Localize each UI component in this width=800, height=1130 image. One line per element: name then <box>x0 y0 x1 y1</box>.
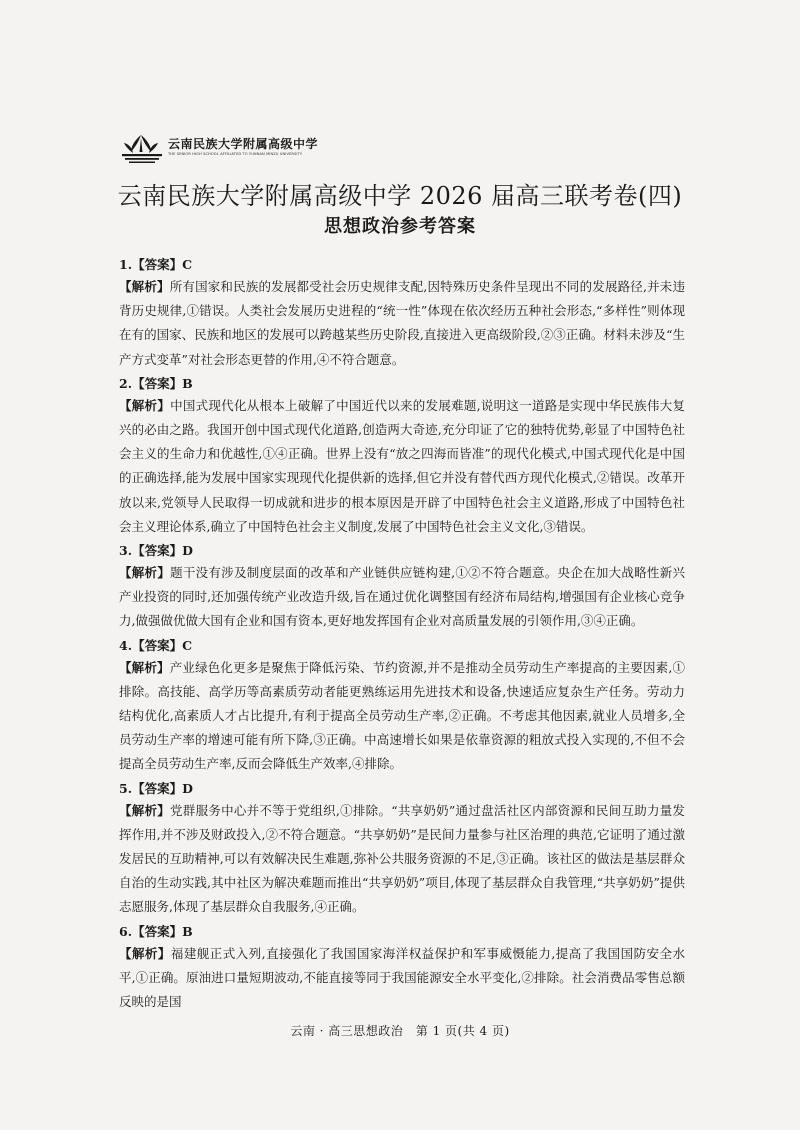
question-item <box>119 778 685 920</box>
question-item <box>119 635 685 777</box>
page-footer: 云南 · 高三思想政治 第 1 页(共 4 页) <box>290 1024 510 1038</box>
analysis-label: 【解析】 <box>119 565 171 581</box>
school-emblem-icon <box>120 132 164 166</box>
question-number: 2. <box>119 375 133 391</box>
analysis-label: 【解析】 <box>119 945 171 961</box>
answer-label: 【答案】 <box>132 543 183 559</box>
answer-line <box>119 373 685 394</box>
analysis-paragraph <box>119 942 685 1015</box>
answer-value: B <box>182 375 193 391</box>
page-title: 云南民族大学附属高级中学 2026 届高三联考卷(四) <box>117 182 683 210</box>
answer-value: C <box>182 257 193 272</box>
analysis-text: 中国式现代化从根本上破解了中国近代以来的发展难题,说明这一道路是实现中华民族伟大复兴的必由之路。我国开创中国式现代化道路,创造两大奇迹,充分印证了它的独特优势,彰显了中国特色社会主义的生命力和优越性,①④正确。世界上没有“放之四海而皆准”的现代化模式,中国式现代化是中国的正确选择,能为发展中国家实现现代化提供新的选择,但它并没有替代西方现代化模式,②错误。改革开放以来,党领导人民取得一切成就和进步的根本原因是开辟了中国特色社会主义道路,形成了中国特色社会主义理论体系,确立了中国特色社会主义制度,发展了中国特色社会主义文化,③错误。 <box>119 397 685 534</box>
question-number: 5. <box>119 780 133 796</box>
answer-line <box>119 540 685 561</box>
answer-line <box>119 921 685 942</box>
question-item <box>119 254 685 372</box>
analysis-paragraph <box>119 394 685 539</box>
analysis-text: 产业绿色化更多是聚焦于降低污染、节约资源,并不是推动全员劳动生产率提高的主要因素,①排除。高技能、高学历等高素质劳动者能更熟练运用先进技术和设备,快速适应复杂生产任务。劳动力结构优化,高素质人才占比提升,有利于提高全员劳动生产率,②正确。不考虑其他因素,就业人员增多,全员劳动生产率的增速可能有所下降,③正确。中高速增长如果是依靠资源的粗放式投入实现的,不但不会提高全员劳动生产率,反而会降低生产效率,④排除。 <box>119 659 685 772</box>
analysis-label: 【解析】 <box>119 659 170 675</box>
answer-label: 【答案】 <box>132 780 183 796</box>
school-logo <box>120 132 320 166</box>
answer-value: D <box>182 780 193 796</box>
answer-label: 【答案】 <box>132 375 183 391</box>
logo-school-name-en: THE SENIOR HIGH SCHOOL AFFILIATED TO YUNNAN MINZU UNIVERSITY <box>168 152 303 156</box>
analysis-paragraph <box>119 799 685 920</box>
answer-value: C <box>182 637 193 653</box>
answer-line <box>119 778 685 799</box>
analysis-text: 党群服务中心并不等于党组织,①排除。“共享奶奶”通过盘活社区内部资源和民间互助力量发挥作用,并不涉及财政投入,②不符合题意。“共享奶奶”是民间力量参与社区治理的典范,它证明了通过激发居民的互助精神,可以有效解决民生难题,弥补公共服务资源的不足,③正确。该社区的做法是基层群众自治的生动实践,其中社区为解决难题而推出“共享奶奶”项目,体现了基层群众自我管理,“共享奶奶”提供志愿服务,体现了基层群众自我服务,④正确。 <box>119 802 685 915</box>
answer-line <box>119 254 685 275</box>
question-item <box>119 921 685 1015</box>
logo-school-name: 云南民族大学附属高级中学 <box>168 137 319 151</box>
question-number: 3. <box>119 543 133 559</box>
analysis-text: 题干没有涉及制度层面的改革和产业链供应链构建,①②不符合题意。央企在加大战略性新兴产业投资的同时,还加强传统产业改造升级,旨在通过优化调整国有经济布局结构,增强国有企业核心竞争力,做强做优做大国有企业和国有资本,更好地发挥国有企业对高质量发展的引领作用,③④正确。 <box>119 565 685 629</box>
page-subtitle: 思想政治参考答案 <box>324 216 476 237</box>
answer-label: 【答案】 <box>132 923 183 939</box>
answer-value: B <box>182 923 193 939</box>
question-item <box>119 540 685 634</box>
question-number: 4. <box>119 637 133 653</box>
analysis-paragraph <box>119 561 685 634</box>
question-number: 1. <box>119 257 133 272</box>
question-number: 6. <box>119 923 133 939</box>
analysis-text: 所有国家和民族的发展都受社会历史规律支配,因特殊历史条件呈现出不同的发展路径,并未违背历史规律,①错误。人类社会发展历史进程的“统一性”体现在依次经历五种社会形态,“多样性”则体现在有的国家、民族和地区的发展可以跨越某些历史阶段,直接进入更高级阶段,②③正确。材料未涉及“生产方式变革”对社会形态更替的作用,④不符合题意。 <box>119 279 685 367</box>
answer-label: 【答案】 <box>132 257 183 272</box>
answer-label: 【答案】 <box>132 637 183 653</box>
question-item <box>119 373 685 539</box>
answer-line <box>119 635 685 656</box>
analysis-label: 【解析】 <box>119 397 171 413</box>
analysis-text: 福建舰正式入列,直接强化了我国国家海洋权益保护和军事威慑能力,提高了我国国防安全水平,①正确。原油进口量短期波动,不能直接等同于我国能源安全水平变化,②排除。社会消费品零售总额反映的是国 <box>119 945 685 1010</box>
analysis-paragraph <box>119 656 685 777</box>
answer-value: D <box>182 543 193 559</box>
analysis-label: 【解析】 <box>119 279 170 294</box>
answer-list <box>119 254 685 1015</box>
analysis-label: 【解析】 <box>119 802 171 818</box>
analysis-paragraph <box>119 275 685 372</box>
